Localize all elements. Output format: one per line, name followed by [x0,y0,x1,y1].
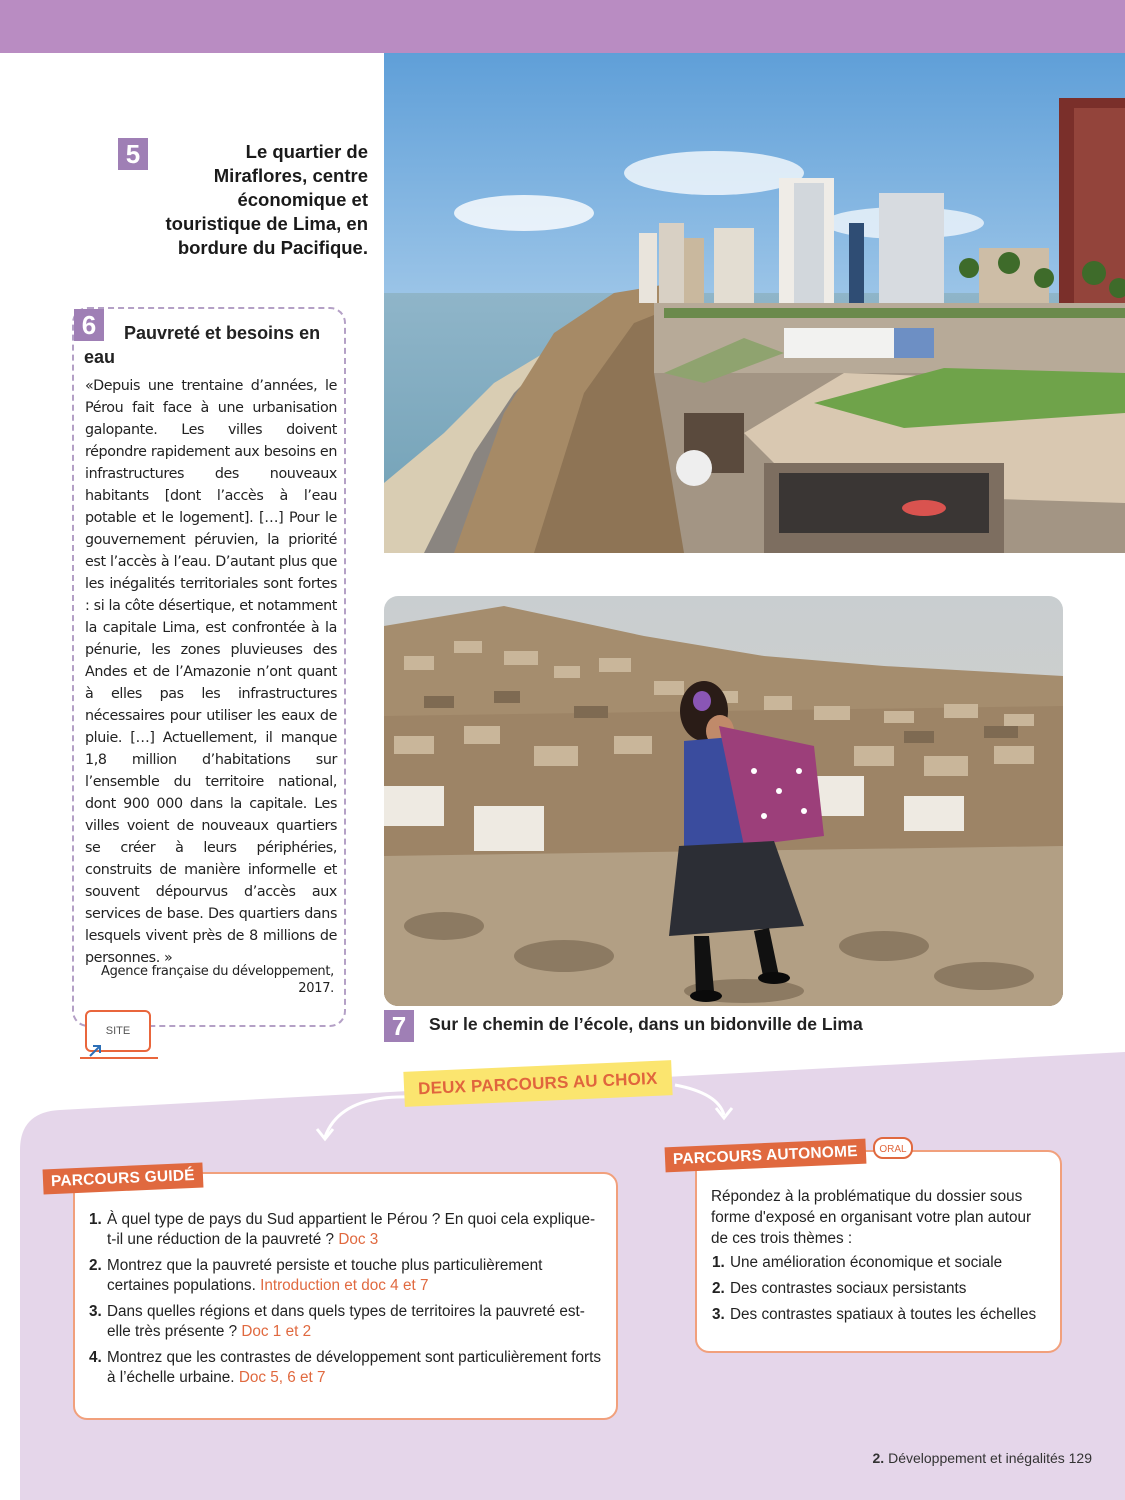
slum-photo [384,596,1063,1006]
doc6-source [101,963,334,997]
chapter-number: 2. [872,1450,885,1466]
autonomous-themes-list [712,1253,1060,1331]
question-reference: Doc 5, 6 et 7 [238,1369,326,1386]
doc6-number-badge: 6 [74,309,104,341]
doc7-number-badge: 7 [384,1010,414,1042]
miraflores-photo [384,53,1125,553]
doc7-caption [384,1010,904,1040]
doc6-text-box [72,307,346,1027]
header-band [0,0,1125,53]
theme-item: 2. Des contrastes sociaux persistants [712,1280,967,1297]
autonomous-intro: Répondez à la problématique du dossier sous forme d'exposé en organisant votre plan autour de ces trois thèmes : [711,1188,1032,1247]
choice-banner: DEUX PARCOURS AU CHOIX [403,1060,672,1107]
doc7-caption-text: Sur le chemin de l’école, dans un bidonville de Lima [429,1014,863,1034]
doc5-caption-text: Le quartier de Miraflores, centre économique et touristique de Lima, en bordure du Pacifique. [165,141,368,258]
guided-questions-list [89,1210,602,1394]
page-number: 129 [1068,1450,1092,1466]
oral-badge: ORAL [873,1137,913,1159]
question-reference: Introduction et doc 4 et 7 [260,1277,429,1294]
autonomous-path-label: PARCOURS AUTONOME [665,1139,867,1173]
doc5-caption [116,140,368,260]
doc6-title: Pauvreté et besoins en eau [84,323,321,367]
page-footer [873,1450,1093,1466]
question-reference: Doc 3 [338,1231,379,1248]
theme-item: 1. Une amélioration économique et sociale [712,1254,1003,1271]
guided-question: 4. Montrez que les contrastes de développement sont particulièrement forts à l’échelle urbaine. Doc 5, 6 et 7 [89,1349,602,1386]
doc6-source-line1: Agence française du développement, [101,964,334,979]
guided-question: 2. Montrez que la pauvreté persiste et touche plus particulièrement certaines populations. Introduction et doc 4 et 7 [89,1257,543,1294]
doc5-number-badge: 5 [118,138,148,170]
guided-question: 1. À quel type de pays du Sud appartient le Pérou ? En quoi cela explique-t-il une réduction de la pauvreté ? Doc 3 [89,1211,596,1248]
guided-path-label: PARCOURS GUIDÉ [43,1163,204,1195]
theme-item: 3. Des contrastes spatiaux à toutes les échelles [712,1306,1037,1323]
chapter-title: Développement et inégalités [888,1450,1065,1466]
site-link-button[interactable]: SITE [85,1010,151,1052]
doc6-source-line2: 2017. [298,981,334,996]
doc6-text: «Depuis une trentaine d’années, le Pérou fait face à une urbanisation galopante. Les villes doivent répondre rapidement aux besoins en infrastructures des nouveaux habitants [dont l’accès à l’eau potable et le logement]. […] Pour le gouvernement péruvien, la priorité est l’accès à l’eau. D’autant plus que les inégalités territoriales sont fortes : si la côte désertique, et notamment la capitale Lima, est confrontée à la pénurie, les zones pluvieuses des Andes et de l’Amazonie n’ont quant à elles pas les infrastructures nécessaires pour utiliser les eaux de pluie. […] Actuellement, il manque 1,8 million d’habitations sur l’ensemble du territoire national, dont 900 000 dans la capitale. Les villes voient de nouveaux quartiers se créer à leurs périphéries, construits de manière informelle et souvent dépourvus d’accès aux services de base. Des quartiers dans lesquels vivent près de 8 millions de personnes. » [85,378,337,966]
guided-question: 3. Dans quelles régions et dans quels types de territoires la pauvreté est-elle très présente ? Doc 1 et 2 [89,1303,585,1340]
question-reference: Doc 1 et 2 [241,1323,312,1340]
